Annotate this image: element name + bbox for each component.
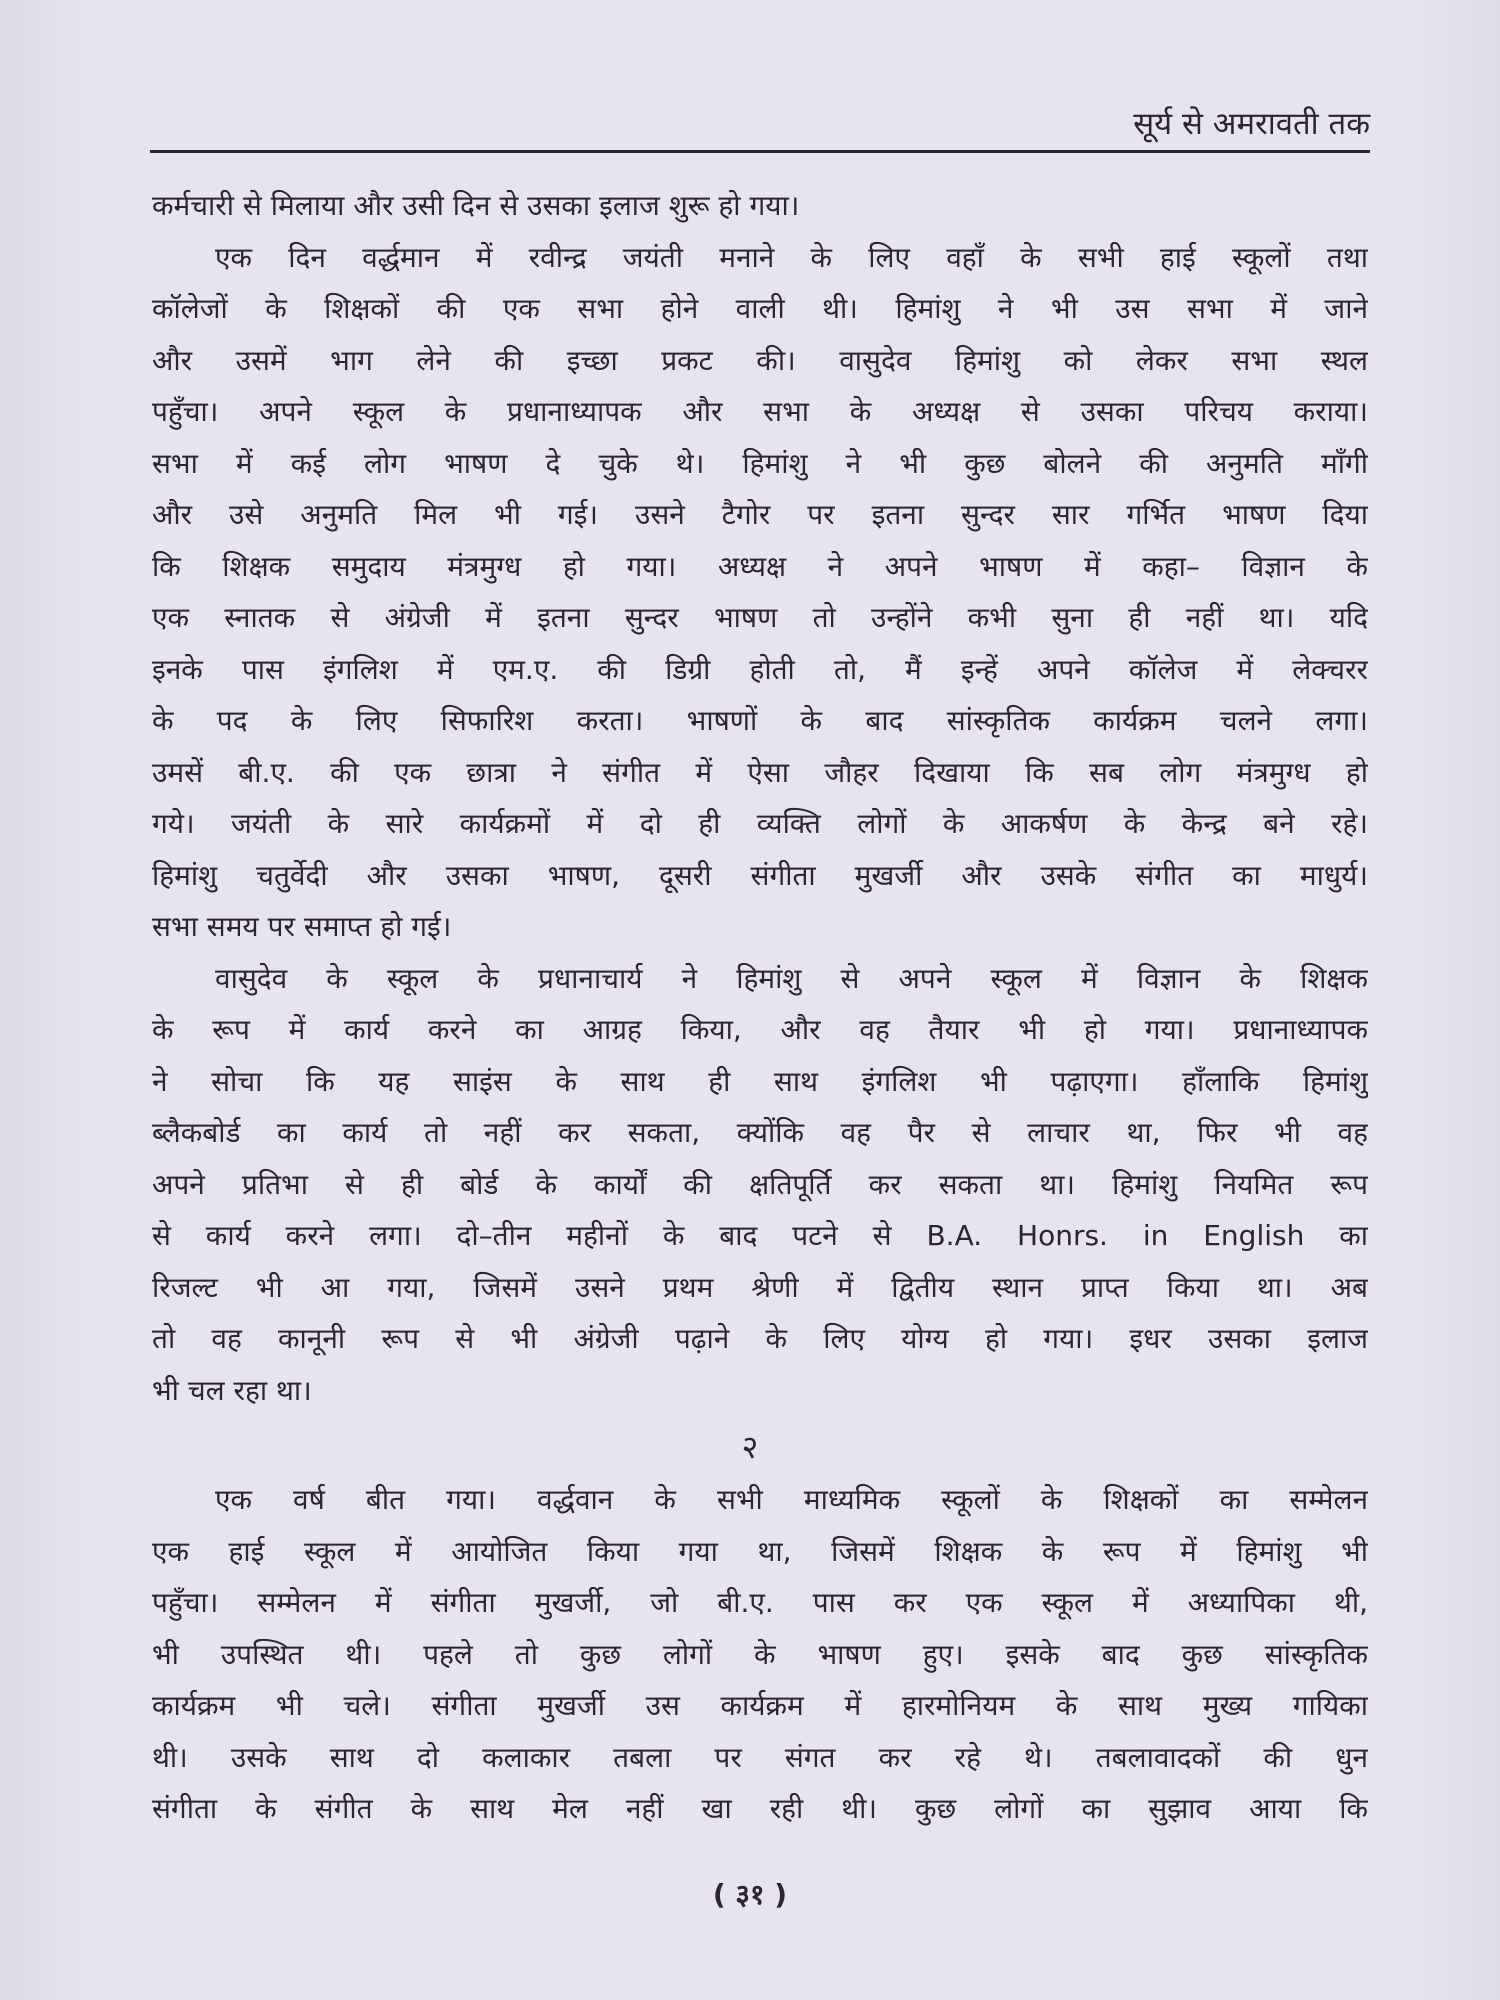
text-line: एक स्नातक से अंग्रेजी में इतना सुन्दर भाषण तो उन्होंने कभी सुना ही नहीं था। यदि — [152, 601, 1368, 634]
text-line: तो वह कानूनी रूप से भी अंग्रेजी पढ़ाने के लिए योग्य हो गया। इधर उसका इलाज — [152, 1322, 1368, 1355]
text-line: हिमांशु चतुर्वेदी और उसका भाषण, दूसरी संगीता मुखर्जी और उसके संगीत का माधुर्य। — [152, 858, 1368, 892]
text-line: गये। जयंती के सारे कार्यक्रमों में दो ही व्यक्ति लोगों के आकर्षण के केन्द्र बने रहे। — [152, 807, 1368, 840]
text-line: कार्यक्रम भी चले। संगीता मुखर्जी उस कार्यक्रम में हारमोनियम के साथ मुख्य गायिका — [152, 1689, 1368, 1722]
text-line: एक दिन वर्द्धमान में रवीन्द्र जयंती मनाने के लिए वहाँ के सभी हाई स्कूलों तथा — [215, 240, 1368, 274]
text-line: पहुँचा। सम्मेलन में संगीता मुखर्जी, जो बी.ए. पास कर एक स्कूल में अध्यापिका थी, — [152, 1586, 1368, 1619]
text-line: के पद के लिए सिफारिश करता। भाषणों के बाद सांस्कृतिक कार्यक्रम चलने लगा। — [152, 704, 1368, 737]
text-line: कॉलेजों के शिक्षकों की एक सभा होने वाली थी। हिमांशु ने भी उस सभा में जाने — [152, 292, 1368, 325]
text-line: भी उपस्थित थी। पहले तो कुछ लोगों के भाषण हुए। इसके बाद कुछ सांस्कृतिक — [152, 1637, 1368, 1671]
text-line: सभा समय पर समाप्त हो गई। — [152, 910, 452, 943]
text-line: पहुँचा। अपने स्कूल के प्रधानाध्यापक और सभा के अध्यक्ष से उसका परिचय कराया। — [152, 395, 1368, 428]
text-line: कर्मचारी से मिलाया और उसी दिन से उसका इलाज शुरू हो गया। — [152, 189, 800, 222]
text-line: से कार्य करने लगा। दो–तीन महीनों के बाद पटने से B.A. Honrs. in English का — [152, 1219, 1368, 1252]
header-rule — [150, 150, 1370, 153]
text-line: और उसे अनुमति मिल भी गई। उसने टैगोर पर इतना सुन्दर सार गर्भित भाषण दिया — [152, 498, 1368, 531]
text-line: अपने प्रतिभा से ही बोर्ड के कार्यों की क्षतिपूर्ति कर सकता था। हिमांशु नियमित रूप — [152, 1167, 1368, 1201]
text-line: और उसमें भाग लेने की इच्छा प्रकट की। वासुदेव हिमांशु को लेकर सभा स्थल — [152, 343, 1368, 377]
text-line: सभा में कई लोग भाषण दे चुके थे। हिमांशु ने भी कुछ बोलने की अनुमति माँगी — [152, 446, 1368, 480]
text-line: भी चल रहा था। — [152, 1373, 312, 1407]
text-line: उमसें बी.ए. की एक छात्रा ने संगीत में ऐसा जौहर दिखाया कि सब लोग मंत्रमुग्ध हो — [152, 755, 1368, 789]
text-line: कि शिक्षक समुदाय मंत्रमुग्ध हो गया। अध्यक्ष ने अपने भाषण में कहा– विज्ञान के — [152, 549, 1368, 583]
running-header: सूर्य से अमरावती तक — [1133, 106, 1370, 142]
text-line: थी। उसके साथ दो कलाकार तबला पर संगत कर रहे थे। तबलावादकों की धुन — [152, 1740, 1368, 1774]
text-line: के रूप में कार्य करने का आग्रह किया, और वह तैयार भी हो गया। प्रधानाध्यापक — [152, 1013, 1368, 1046]
text-line: ने सोचा कि यह साइंस के साथ ही साथ इंगलिश भी पढ़ाएगा। हाँलाकि हिमांशु — [152, 1064, 1368, 1098]
text-line: एक हाई स्कूल में आयोजित किया गया था, जिसमें शिक्षक के रूप में हिमांशु भी — [152, 1534, 1368, 1568]
text-line: वासुदेव के स्कूल के प्रधानाचार्य ने हिमांशु से अपने स्कूल में विज्ञान के शिक्षक — [215, 961, 1368, 995]
text-line: ब्लैकबोर्ड का कार्य तो नहीं कर सकता, क्योंकि वह पैर से लाचार था, फिर भी वह — [152, 1116, 1368, 1149]
text-line: संगीता के संगीत के साथ मेल नहीं खा रही थी। कुछ लोगों का सुझाव आया कि — [152, 1792, 1368, 1825]
text-line: एक वर्ष बीत गया। वर्द्धवान के सभी माध्यमिक स्कूलों के शिक्षकों का सम्मेलन — [215, 1483, 1368, 1516]
page-number: ( ३१ ) — [712, 1878, 788, 1911]
text-line: रिजल्ट भी आ गया, जिसमें उसने प्रथम श्रेणी में द्वितीय स्थान प्राप्त किया था। अब — [152, 1270, 1368, 1304]
text-line: इनके पास इंगलिश में एम.ए. की डिग्री होती तो, मैं इन्हें अपने कॉलेज में लेक्चरर — [152, 652, 1368, 686]
section-number: २ — [741, 1428, 759, 1466]
